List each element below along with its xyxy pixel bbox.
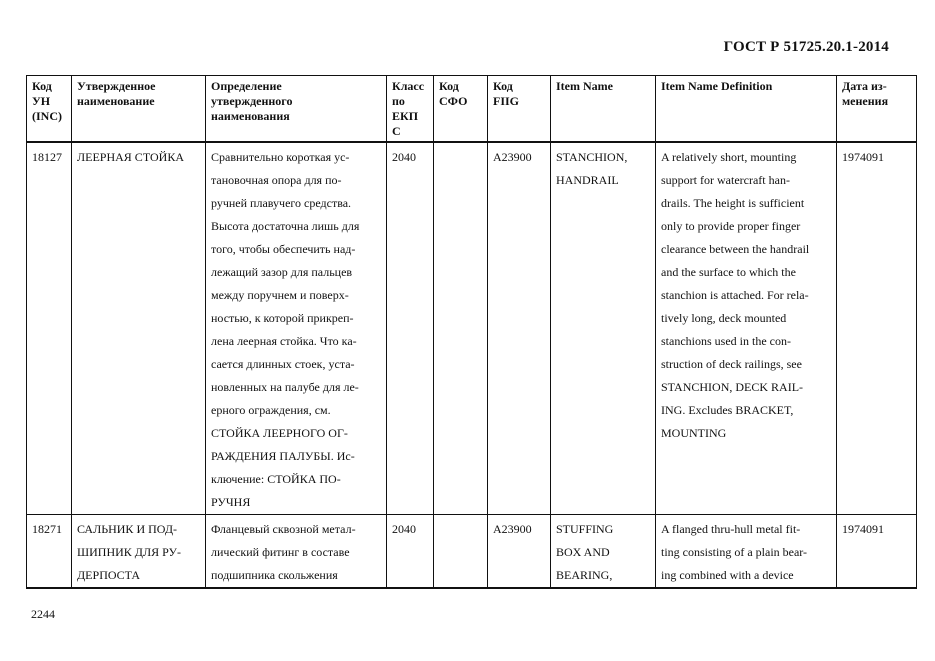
cell-approved-name: САЛЬНИК И ПОД- ШИПНИК ДЛЯ РУ- ДЕРПОСТА [72, 515, 206, 589]
column-header-definition-ru: Определение утвержденного наименования [206, 76, 387, 143]
cell-definition-ru: Фланцевый сквозной метал- лический фитинг в составе подшипника скольжения [206, 515, 387, 589]
cell-inc: 18127 [27, 142, 72, 515]
cell-inc: 18271 [27, 515, 72, 589]
cell-item-name: STANCHION, HANDRAIL [551, 142, 656, 515]
nomenclature-table [26, 75, 917, 589]
cell-item-name-definition: A flanged thru-hull metal fit- ting consisting of a plain bear- ing combined with a device [656, 515, 837, 589]
table-header-row [27, 76, 917, 143]
cell-code-fiig: A23900 [488, 142, 551, 515]
cell-definition-ru: Сравнительно короткая ус- тановочная опора для по- ручней плавучего средства. Высота достаточна лишь для того, чтобы обеспечить над- лежащий зазор для пальцев между поручнем и поверх- ностью, к которой прикреп- лена леерная стойка. Что ка- сается длинных стоек, уста- новленных на палубе для ле- ерного ограждения, см. СТОЙКА ЛЕЕРНОГО ОГ- РАЖДЕНИЯ ПАЛУБЫ. Ис- ключение: СТОЙКА ПО- РУЧНЯ [206, 142, 387, 515]
cell-approved-name: ЛЕЕРНАЯ СТОЙКА [72, 142, 206, 515]
cell-item-name: STUFFING BOX AND BEARING, [551, 515, 656, 589]
column-header-change-date: Дата из- менения [837, 76, 917, 143]
table-row [27, 142, 917, 515]
cell-class-ekps: 2040 [387, 515, 434, 589]
column-header-approved-name: Утвержденное наименование [72, 76, 206, 143]
table-row [27, 515, 917, 589]
cell-code-sfo [434, 142, 488, 515]
cell-code-sfo [434, 515, 488, 589]
cell-change-date: 1974091 [837, 515, 917, 589]
column-header-code-sfo: Код СФО [434, 76, 488, 143]
column-header-inc: Код УН (INC) [27, 76, 72, 143]
cell-change-date: 1974091 [837, 142, 917, 515]
cell-class-ekps: 2040 [387, 142, 434, 515]
document-code: ГОСТ Р 51725.20.1-2014 [723, 39, 889, 55]
column-header-code-fiig: Код FIIG [488, 76, 551, 143]
cell-code-fiig: A23900 [488, 515, 551, 589]
column-header-class-ekps: Класс по ЕКП С [387, 76, 434, 143]
column-header-item-name: Item Name [551, 76, 656, 143]
cell-item-name-definition: A relatively short, mounting support for watercraft han- drails. The height is sufficient only to provide proper finger clearance between the handrail and the surface to which the stanchion is attached. For rela- tively long, deck mounted stanchions used in the con- struction of deck railings, see STANCHION, DECK RAIL- ING. Excludes BRACKET, MOUNTING [656, 142, 837, 515]
column-header-item-name-definition: Item Name Definition [656, 76, 837, 143]
page-number: 2244 [31, 607, 55, 621]
